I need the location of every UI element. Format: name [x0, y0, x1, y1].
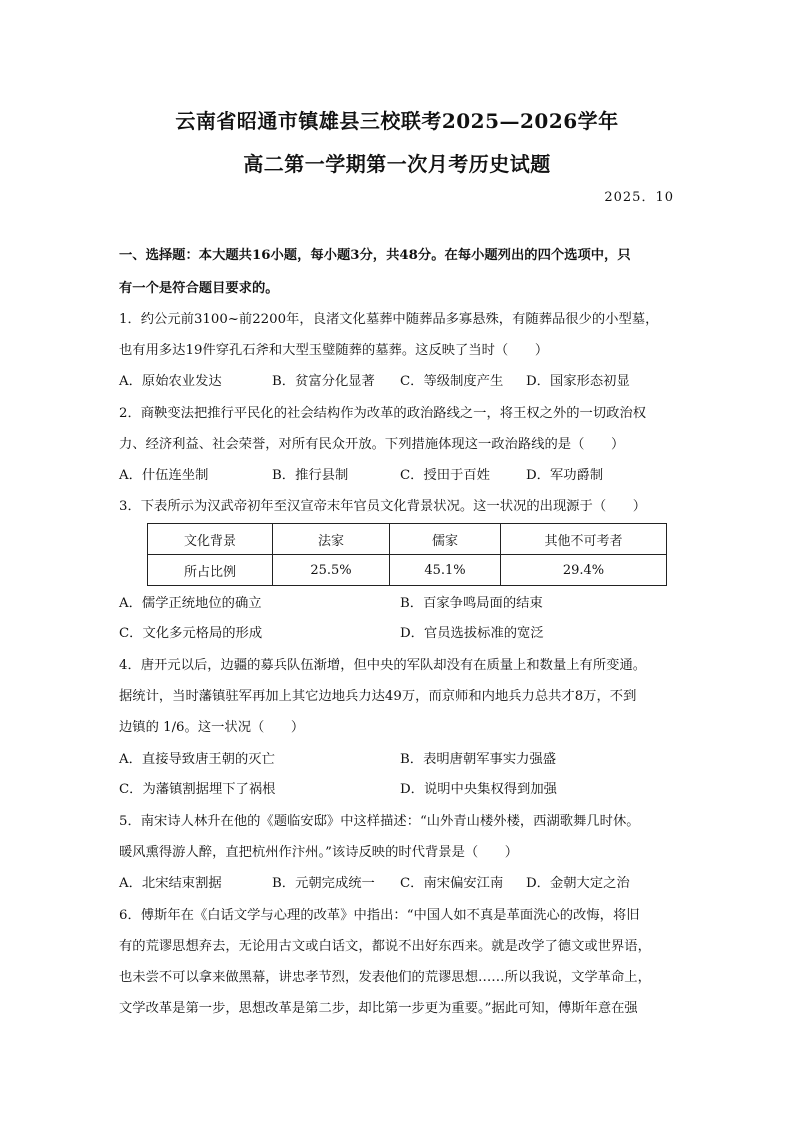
q2-option-d: D．军功爵制 [526, 468, 604, 483]
q4-option-b: B．表明唐朝军事实力强盛 [400, 752, 557, 767]
exam-date: 2025．10 [604, 190, 674, 205]
q5-option-d: D．金朝大定之治 [526, 876, 630, 891]
q1-option-a: A．原始农业发达 [119, 374, 222, 389]
q3-option-b: B．百家争鸣局面的结束 [400, 596, 543, 611]
q1-option-b: B．贫富分化显著 [272, 374, 375, 389]
table-row [148, 555, 667, 586]
section-instructions-line1: 一、选择题：本大题共16小题，每小题3分，共48分。在每小题列出的四个选项中，只 [119, 248, 631, 263]
q5-stem-line1: 5．南宋诗人林升在他的《题临安邸》中这样描述：“山外青山楼外楼，西湖歌舞几时休。 [119, 814, 640, 829]
q6-stem-line3: 也未尝不可以拿来做黑幕，讲忠孝节烈，发表他们的荒谬思想……所以我说，文学革命上， [119, 970, 651, 985]
q2-stem-line2: 力、经济利益、社会荣誉，对所有民众开放。下列措施体现这一政治路线的是（ ） [119, 437, 625, 452]
q5-stem-line2: 暖风熏得游人醉，直把杭州作汴州。”该诗反映的时代背景是（ ） [119, 845, 519, 860]
q1-stem-line1: 1．约公元前3100~前2200年，良渚文化墓葬中随葬品多寡悬殊，有随葬品很少的小型墓， [119, 312, 659, 327]
q2-option-a: A．什伍连坐制 [119, 468, 209, 483]
table-cell: 25.5% [273, 555, 390, 586]
q2-stem-line1: 2．商鞅变法把推行平民化的社会结构作为改革的政治路线之一，将王权之外的一切政治权 [119, 406, 647, 421]
q1-option-d: D．国家形态初显 [526, 374, 630, 389]
q5-option-b: B．元朝完成统一 [272, 876, 375, 891]
q3-stem-line1: 3．下表所示为汉武帝初年至汉宣帝末年官员文化背景状况。这一状况的出现源于（ ） [119, 499, 647, 514]
q1-option-c: C．等级制度产生 [400, 374, 504, 389]
q6-stem-line1: 6．傅斯年在《白话文学与心理的改革》中指出：“中国人如不真是革面洗心的改悔，将旧 [119, 908, 640, 923]
q3-option-a: A．儒学正统地位的确立 [119, 596, 262, 611]
exam-title-line1: 云南省昭通市镇雄县三校联考2025—2026学年 [175, 109, 619, 133]
q5-option-c: C．南宋偏安江南 [400, 876, 504, 891]
q5-option-a: A．北宋结束割据 [119, 876, 222, 891]
q6-stem-line2: 有的荒谬思想弃去，无论用古文或白话文，都说不出好东西来。就是改学了德文或世界语， [119, 939, 651, 954]
q4-option-a: A．直接导致唐王朝的灭亡 [119, 752, 275, 767]
table-cell: 45.1% [390, 555, 501, 586]
q2-option-c: C．授田于百姓 [400, 468, 490, 483]
q4-option-c: C．为藩镇割据埋下了祸根 [119, 782, 276, 797]
table-cell: 29.4% [501, 555, 667, 586]
section-instructions-line2: 有一个是符合题目要求的。 [119, 281, 279, 296]
exam-title-line2: 高二第一学期第一次月考历史试题 [243, 152, 551, 176]
table-header-cell: 其他不可考者 [501, 524, 667, 555]
q1-stem-line2: 也有用多达19件穿孔石斧和大型玉璧随葬的墓葬。这反映了当时（ ） [119, 343, 549, 358]
table-header-cell: 儒家 [390, 524, 501, 555]
q6-stem-line4: 文学改革是第一步，思想改革是第二步，却比第一步更为重要。”据此可知，傅斯年意在强 [119, 1001, 638, 1016]
q3-data-table [147, 523, 667, 586]
q3-option-d: D．官员选拔标准的宽泛 [400, 626, 544, 641]
q3-option-c: C．文化多元格局的形成 [119, 626, 263, 641]
table-header-cell: 法家 [273, 524, 390, 555]
table-cell: 所占比例 [148, 555, 273, 586]
q4-stem-line3: 边镇的 1/6。这一状况（ ） [119, 720, 305, 735]
q4-stem-line1: 4．唐开元以后，边疆的募兵队伍渐增，但中央的军队却没有在质量上和数量上有所变通。 [119, 658, 647, 673]
q2-option-b: B．推行县制 [272, 468, 349, 483]
table-header-cell: 文化背景 [148, 524, 273, 555]
table-row [148, 524, 667, 555]
q4-stem-line2: 据统计，当时藩镇驻军再加上其它边地兵力达49万，而京师和内地兵力总共才8万，不到 [119, 689, 637, 704]
q4-option-d: D．说明中央集权得到加强 [400, 782, 557, 797]
